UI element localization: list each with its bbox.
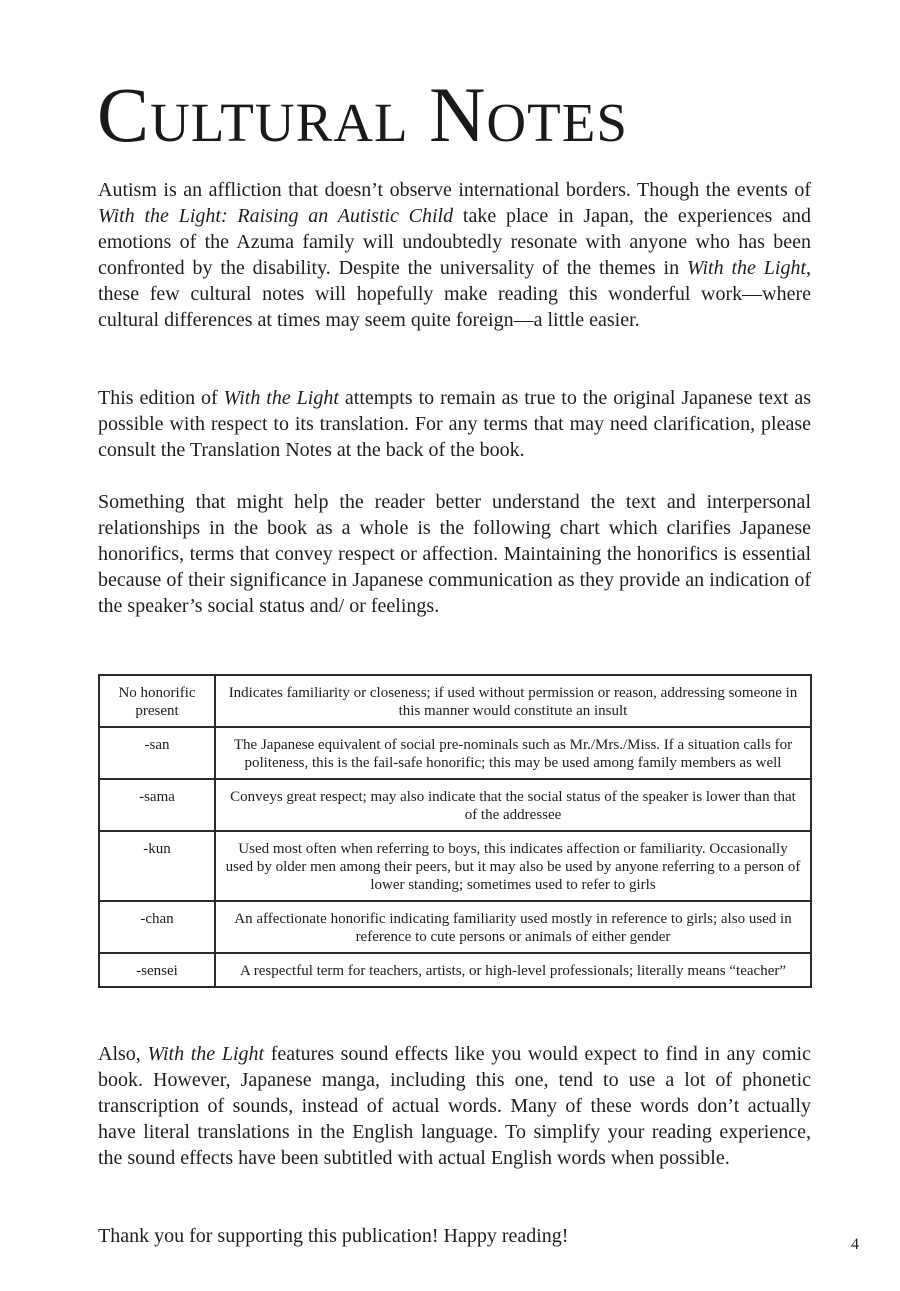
- text-run: take place in Japan, the experiences and emotions of the Azuma family will undoubtedly resonate with anyone who has been confronted by the disability. Despite the universality of the themes in: [98, 205, 811, 279]
- text-run: Thank you for supporting this publication! Happy reading!: [98, 1225, 569, 1247]
- honorific-term: No honorific present: [99, 675, 215, 727]
- table-row: [99, 675, 811, 727]
- text-run: attempts to remain as true to the original Japanese text as possible with respect to its translation. For any terms that may need clarification, please consult the Translation Notes at the back of the book.: [98, 387, 812, 461]
- honorifics-intro-paragraph: [98, 489, 811, 619]
- intro-paragraph: [98, 177, 811, 333]
- honorific-meaning: Indicates familiarity or closeness; if used without permission or reason, addressing someone in this manner would constitute an insult: [215, 675, 811, 727]
- table-row: [99, 953, 811, 987]
- text-run: Autism is an affliction that doesn’t observe international borders. Though the events of: [98, 179, 811, 201]
- sound-effects-paragraph: [98, 1041, 811, 1171]
- honorific-meaning: Conveys great respect; may also indicate that the social status of the speaker is lower than that of the addressee: [215, 779, 811, 831]
- table-row: [99, 901, 811, 953]
- table-row: [99, 831, 811, 901]
- text-run: features sound effects like you would expect to find in any comic book. However, Japanese manga, including this one, tend to use a lot of phonetic transcription of sounds, instead of actual words. Many of these words don’t actually have literal translations in the English language. To simplify your reading experience, the sound effects have been subtitled with actual English words when possible.: [98, 1043, 811, 1169]
- book-title-italic: With the Light: Raising an Autistic Child: [98, 205, 454, 227]
- text-run: This edition of: [98, 387, 224, 409]
- honorific-term: -sensei: [99, 953, 215, 987]
- honorifics-table: [98, 674, 812, 988]
- table-row: [99, 779, 811, 831]
- closing-paragraph: [98, 1223, 811, 1249]
- text-run: , these few cultural notes will hopefully make reading this wonderful work—where cultural differences at times may seem quite foreign—a little easier.: [98, 257, 811, 331]
- honorific-meaning: An affectionate honorific indicating familiarity used mostly in reference to girls; also used in reference to cute persons or animals of either gender: [215, 901, 811, 953]
- text-run: Something that might help the reader better understand the text and interpersonal relationships in the book as a whole is the following chart which clarifies Japanese honorifics, terms that convey respect or affection. Maintaining the honorifics is essential because of their significance in Japanese communication as they provide an indication of the speaker’s social status and/ or feelings.: [98, 491, 811, 617]
- honorific-term: -chan: [99, 901, 215, 953]
- page-title: Cultural Notes: [97, 71, 628, 158]
- book-title-italic: With the Light: [686, 257, 806, 279]
- honorific-term: -kun: [99, 831, 215, 901]
- table-row: [99, 727, 811, 779]
- book-title-italic: With the Light: [223, 387, 339, 409]
- honorific-meaning: Used most often when referring to boys, this indicates affection or familiarity. Occasionally used by older men among their peers, but it may also be used by anyone referring to a person of lower standing; sometimes used to refer to girls: [215, 831, 811, 901]
- honorific-term: -san: [99, 727, 215, 779]
- text-run: Also,: [98, 1043, 148, 1065]
- honorific-term: -sama: [99, 779, 215, 831]
- honorific-meaning: A respectful term for teachers, artists, or high-level professionals; literally means “teacher”: [215, 953, 811, 987]
- book-title-italic: With the Light: [147, 1043, 265, 1065]
- page-number: 4: [851, 1236, 859, 1253]
- translation-paragraph: [98, 385, 811, 463]
- honorific-meaning: The Japanese equivalent of social pre-nominals such as Mr./Mrs./Miss. If a situation calls for politeness, this is the fail-safe honorific; this may be used among family members as well: [215, 727, 811, 779]
